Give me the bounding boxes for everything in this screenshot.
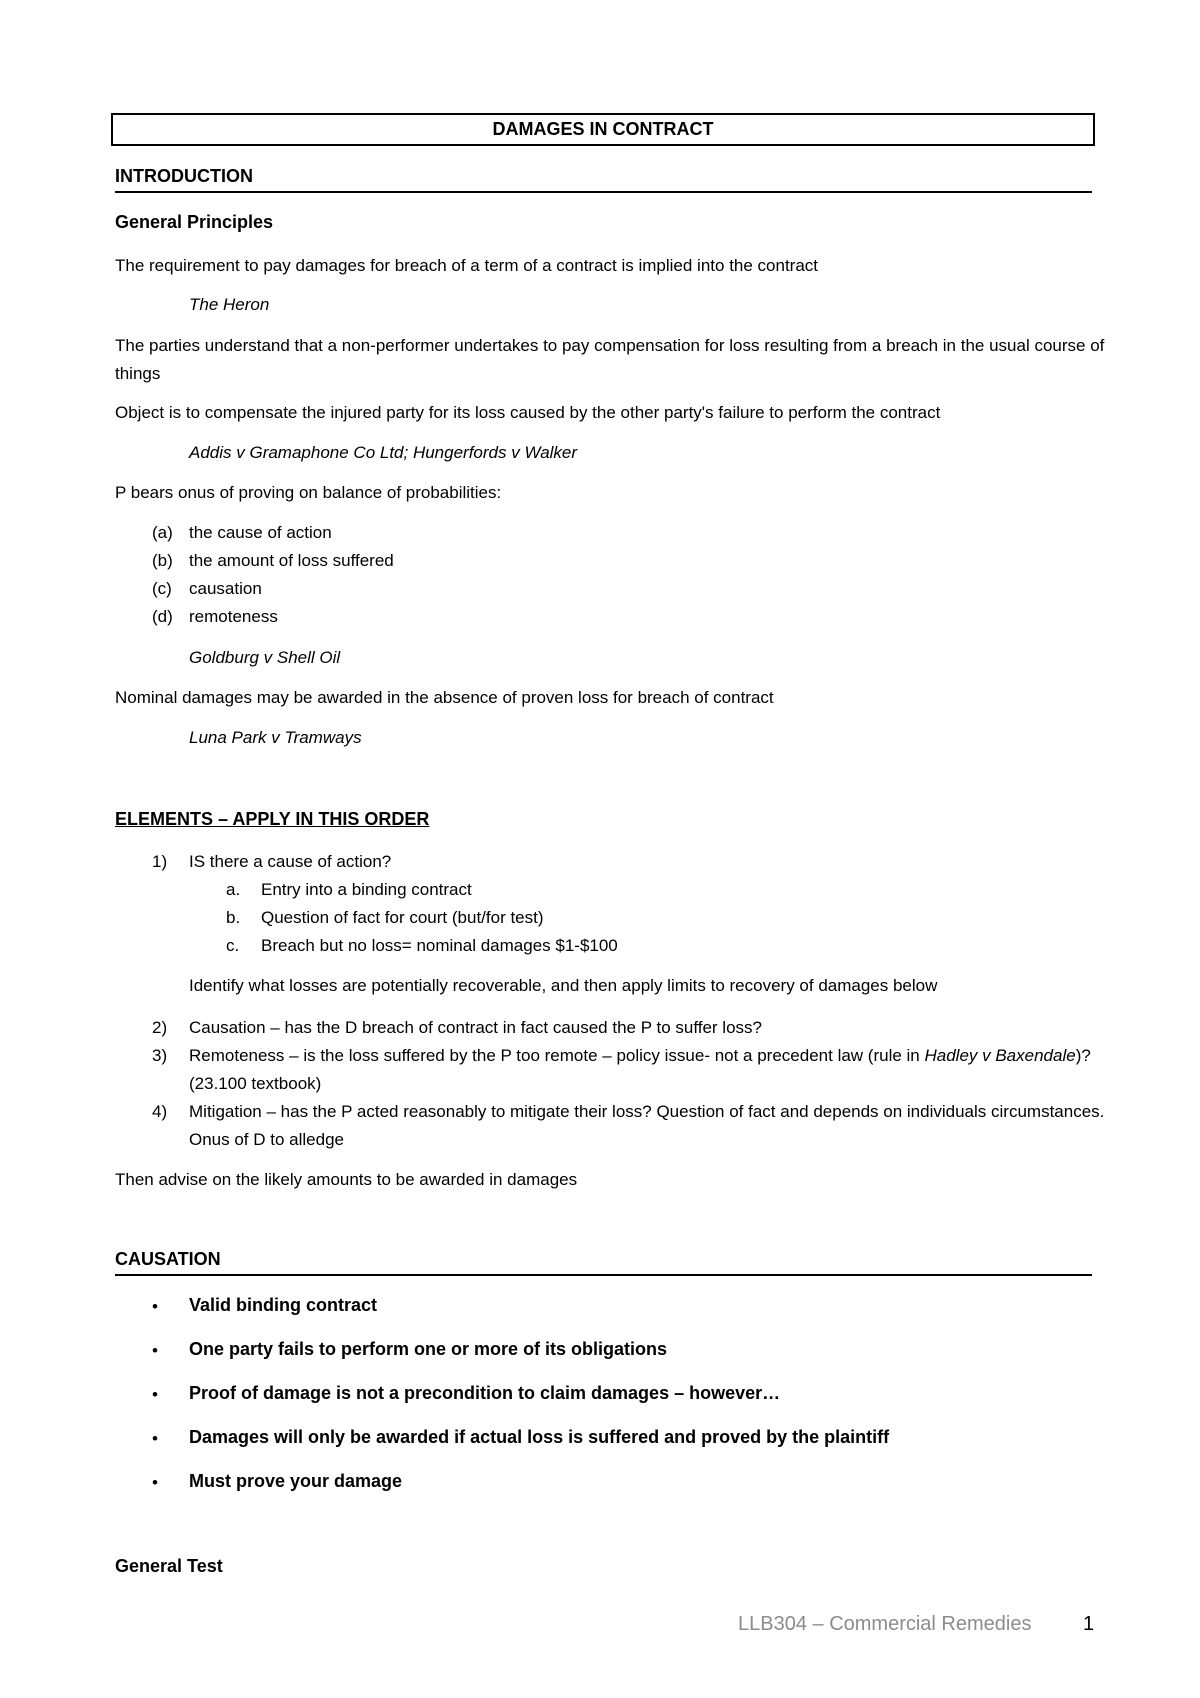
element-number: 4) [152, 1102, 168, 1121]
bullet-icon: • [152, 1297, 158, 1316]
causation-bullet: Damages will only be awarded if actual loss is suffered and proved by the plaintiff [189, 1427, 890, 1447]
sub-item-label: c. [226, 936, 240, 955]
footer-course-title: LLB304 – Commercial Remedies [738, 1613, 1032, 1635]
causation-bullet: One party fails to perform one or more of its obligations [189, 1339, 668, 1359]
element-item-mitigation: Mitigation – has the P acted reasonably to mitigate their loss? Question of fact and depends on individuals circumstances. [189, 1102, 1105, 1121]
principle-paragraph-2-line1: The parties understand that a non-performer undertakes to pay compensation for loss resulting from a breach in the usual course of [115, 336, 1105, 355]
element-item-cause-of-action: IS there a cause of action? [189, 852, 392, 871]
bullet-icon: • [152, 1473, 158, 1492]
nominal-damages-paragraph: Nominal damages may be awarded in the absence of proven loss for breach of contract [115, 688, 774, 707]
causation-rule [115, 1274, 1092, 1276]
principle-paragraph-3: Object is to compensate the injured party for its loss caused by the other party's failure to perform the contract [115, 403, 941, 422]
case-citation-hadley: Hadley v Baxendale [924, 1046, 1076, 1065]
advise-paragraph: Then advise on the likely amounts to be awarded in damages [115, 1170, 578, 1189]
onus-item-label: (b) [152, 551, 173, 570]
sub-item-text: Breach but no loss= nominal damages $1-$100 [261, 936, 618, 955]
bullet-icon: • [152, 1429, 158, 1448]
causation-bullet: Proof of damage is not a precondition to claim damages – however… [189, 1383, 781, 1403]
introduction-rule [115, 191, 1092, 193]
identify-paragraph: Identify what losses are potentially recoverable, and then apply limits to recovery of damages below [189, 976, 938, 995]
remoteness-text-end: )? [1075, 1046, 1091, 1065]
case-citation-heron: The Heron [189, 295, 270, 314]
elements-heading: ELEMENTS – APPLY IN THIS ORDER [115, 809, 430, 829]
principle-paragraph-1: The requirement to pay damages for breach of a term of a contract is implied into the contract [115, 256, 819, 275]
bullet-icon: • [152, 1341, 158, 1360]
case-citation-goldburg: Goldburg v Shell Oil [189, 648, 341, 667]
remoteness-line2: (23.100 textbook) [189, 1074, 322, 1093]
element-number: 2) [152, 1018, 168, 1037]
general-test-heading: General Test [115, 1556, 223, 1576]
principle-paragraph-2-line2: things [115, 364, 161, 383]
causation-heading: CAUSATION [115, 1249, 221, 1269]
introduction-heading: INTRODUCTION [115, 166, 253, 186]
case-citation-luna-park: Luna Park v Tramways [189, 728, 362, 747]
onus-item-label: (c) [152, 579, 172, 598]
case-citation-addis: Addis v Gramaphone Co Ltd; Hungerfords v Walker [189, 443, 578, 462]
sub-item-label: a. [226, 880, 241, 899]
causation-bullet: Must prove your damage [189, 1471, 403, 1491]
onus-item-text: remoteness [189, 607, 278, 626]
bullet-icon: • [152, 1385, 158, 1404]
document-title: DAMAGES IN CONTRACT [111, 113, 1095, 146]
element-item-remoteness [189, 1046, 1091, 1066]
onus-item-label: (a) [152, 523, 173, 542]
element-number: 3) [152, 1046, 168, 1065]
causation-bullet: Valid binding contract [189, 1295, 378, 1315]
onus-item-text: causation [189, 579, 262, 598]
mitigation-line2: Onus of D to alledge [189, 1130, 344, 1149]
page-number: 1 [1083, 1613, 1095, 1635]
onus-item-text: the amount of loss suffered [189, 551, 394, 570]
sub-item-label: b. [226, 908, 241, 927]
remoteness-text: Remoteness – is the loss suffered by the P too remote – policy issue- not a precedent law (rule in [189, 1046, 925, 1065]
onus-paragraph: P bears onus of proving on balance of probabilities: [115, 483, 502, 502]
element-item-causation: Causation – has the D breach of contract in fact caused the P to suffer loss? [189, 1018, 762, 1037]
element-number: 1) [152, 852, 168, 871]
general-principles-heading: General Principles [115, 212, 274, 232]
sub-item-text: Entry into a binding contract [261, 880, 472, 899]
onus-item-label: (d) [152, 607, 173, 626]
sub-item-text: Question of fact for court (but/for test) [261, 908, 544, 927]
onus-item-text: the cause of action [189, 523, 332, 542]
